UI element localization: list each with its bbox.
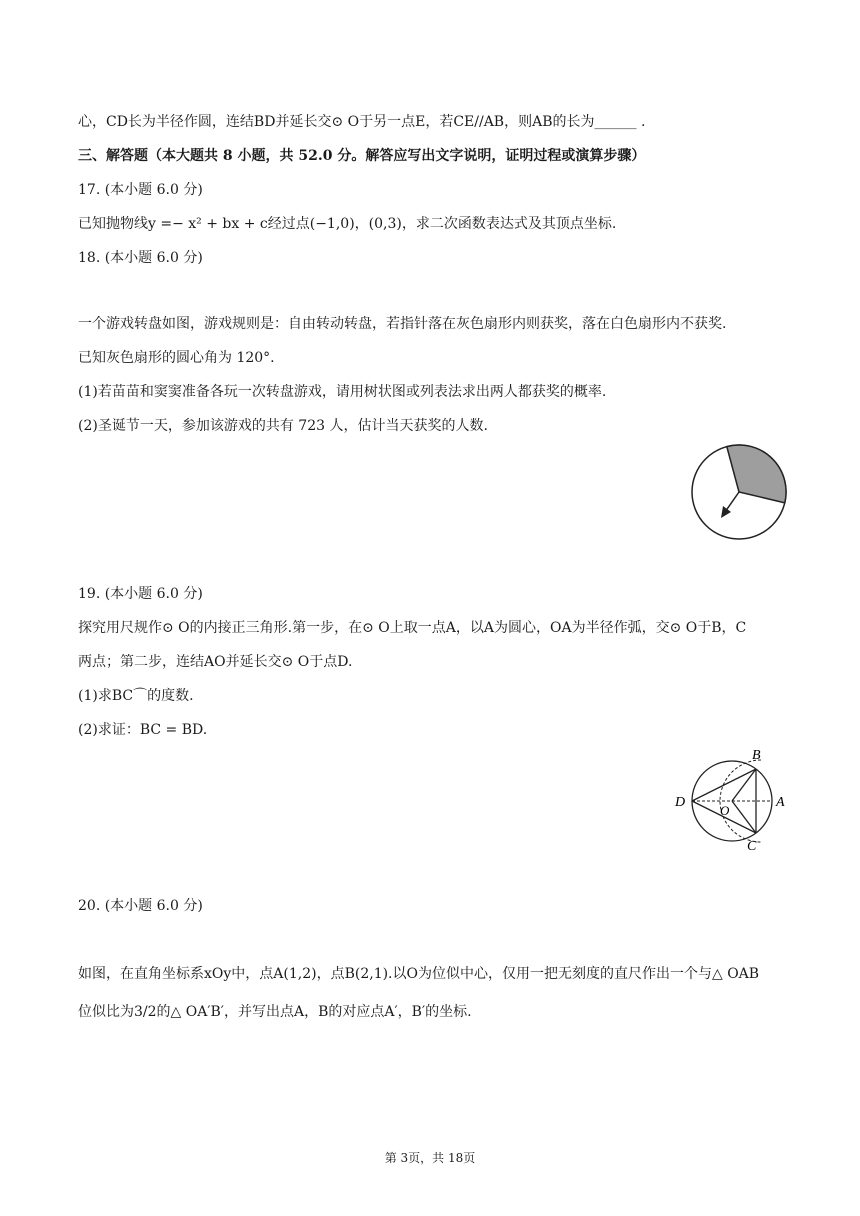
circle-triangle-figure <box>668 742 798 858</box>
text-line-continuation: 心，CD长为半径作圆，连结BD并延长交⊙ O于另一点E，若CE//AB，则AB的长为______ . <box>78 114 646 130</box>
question-19-body-2: 两点；第二步，连结AO并延长交⊙ O于点D. <box>78 654 353 670</box>
question-19-part-2: (2)求证：BC = BD. <box>78 722 208 738</box>
label-o: O <box>720 803 730 818</box>
question-17-body: 已知抛物线y =− x² + bx + c经过点(−1,0)，(0,3)，求二次函数表达式及其顶点坐标. <box>78 216 617 232</box>
question-18-heading: 18. (本小题 6.0 分) <box>78 250 203 266</box>
spinner-figure <box>684 440 794 544</box>
question-20-body-2: 位似比为3/2的△ OA′B′，并写出点A，B的对应点A′，B′的坐标. <box>78 1004 472 1020</box>
page-footer: 第 3页，共 18页 <box>384 1151 476 1165</box>
question-18-body-1: 一个游戏转盘如图，游戏规则是：自由转动转盘，若指针落在灰色扇形内则获奖，落在白色扇形内不获奖. <box>78 316 727 332</box>
question-18-part-1: (1)若苗苗和窦窦准备各玩一次转盘游戏，请用树状图或列表法求出两人都获奖的概率. <box>78 384 607 400</box>
question-20-body-1: 如图，在直角坐标系xOy中，点A(1,2)，点B(2,1).以O为位似中心，仅用一把无刻度的直尺作出一个与△ OAB <box>78 966 760 982</box>
label-a: A <box>776 795 785 810</box>
label-c: C <box>747 839 757 854</box>
question-20-heading: 20. (本小题 6.0 分) <box>78 898 203 914</box>
section-heading: 三、解答题（本大题共 8 小题，共 52.0 分。解答应写出文字说明，证明过程或演算步骤） <box>78 148 646 164</box>
question-19-part-1: (1)求BC⌒的度数. <box>78 688 194 704</box>
question-18-part-2: (2)圣诞节一天，参加该游戏的共有 723 人，估计当天获奖的人数. <box>78 418 488 434</box>
label-b: B <box>752 748 761 763</box>
question-19-heading: 19. (本小题 6.0 分) <box>78 586 203 602</box>
question-17-heading: 17. (本小题 6.0 分) <box>78 182 203 198</box>
question-19-body-1: 探究用尺规作⊙ O的内接正三角形.第一步，在⊙ O上取一点A，以A为圆心，OA为半径作弧，交⊙ O于B，C <box>78 620 747 636</box>
label-d: D <box>675 795 686 810</box>
question-18-body-2: 已知灰色扇形的圆心角为 120°. <box>78 350 275 366</box>
